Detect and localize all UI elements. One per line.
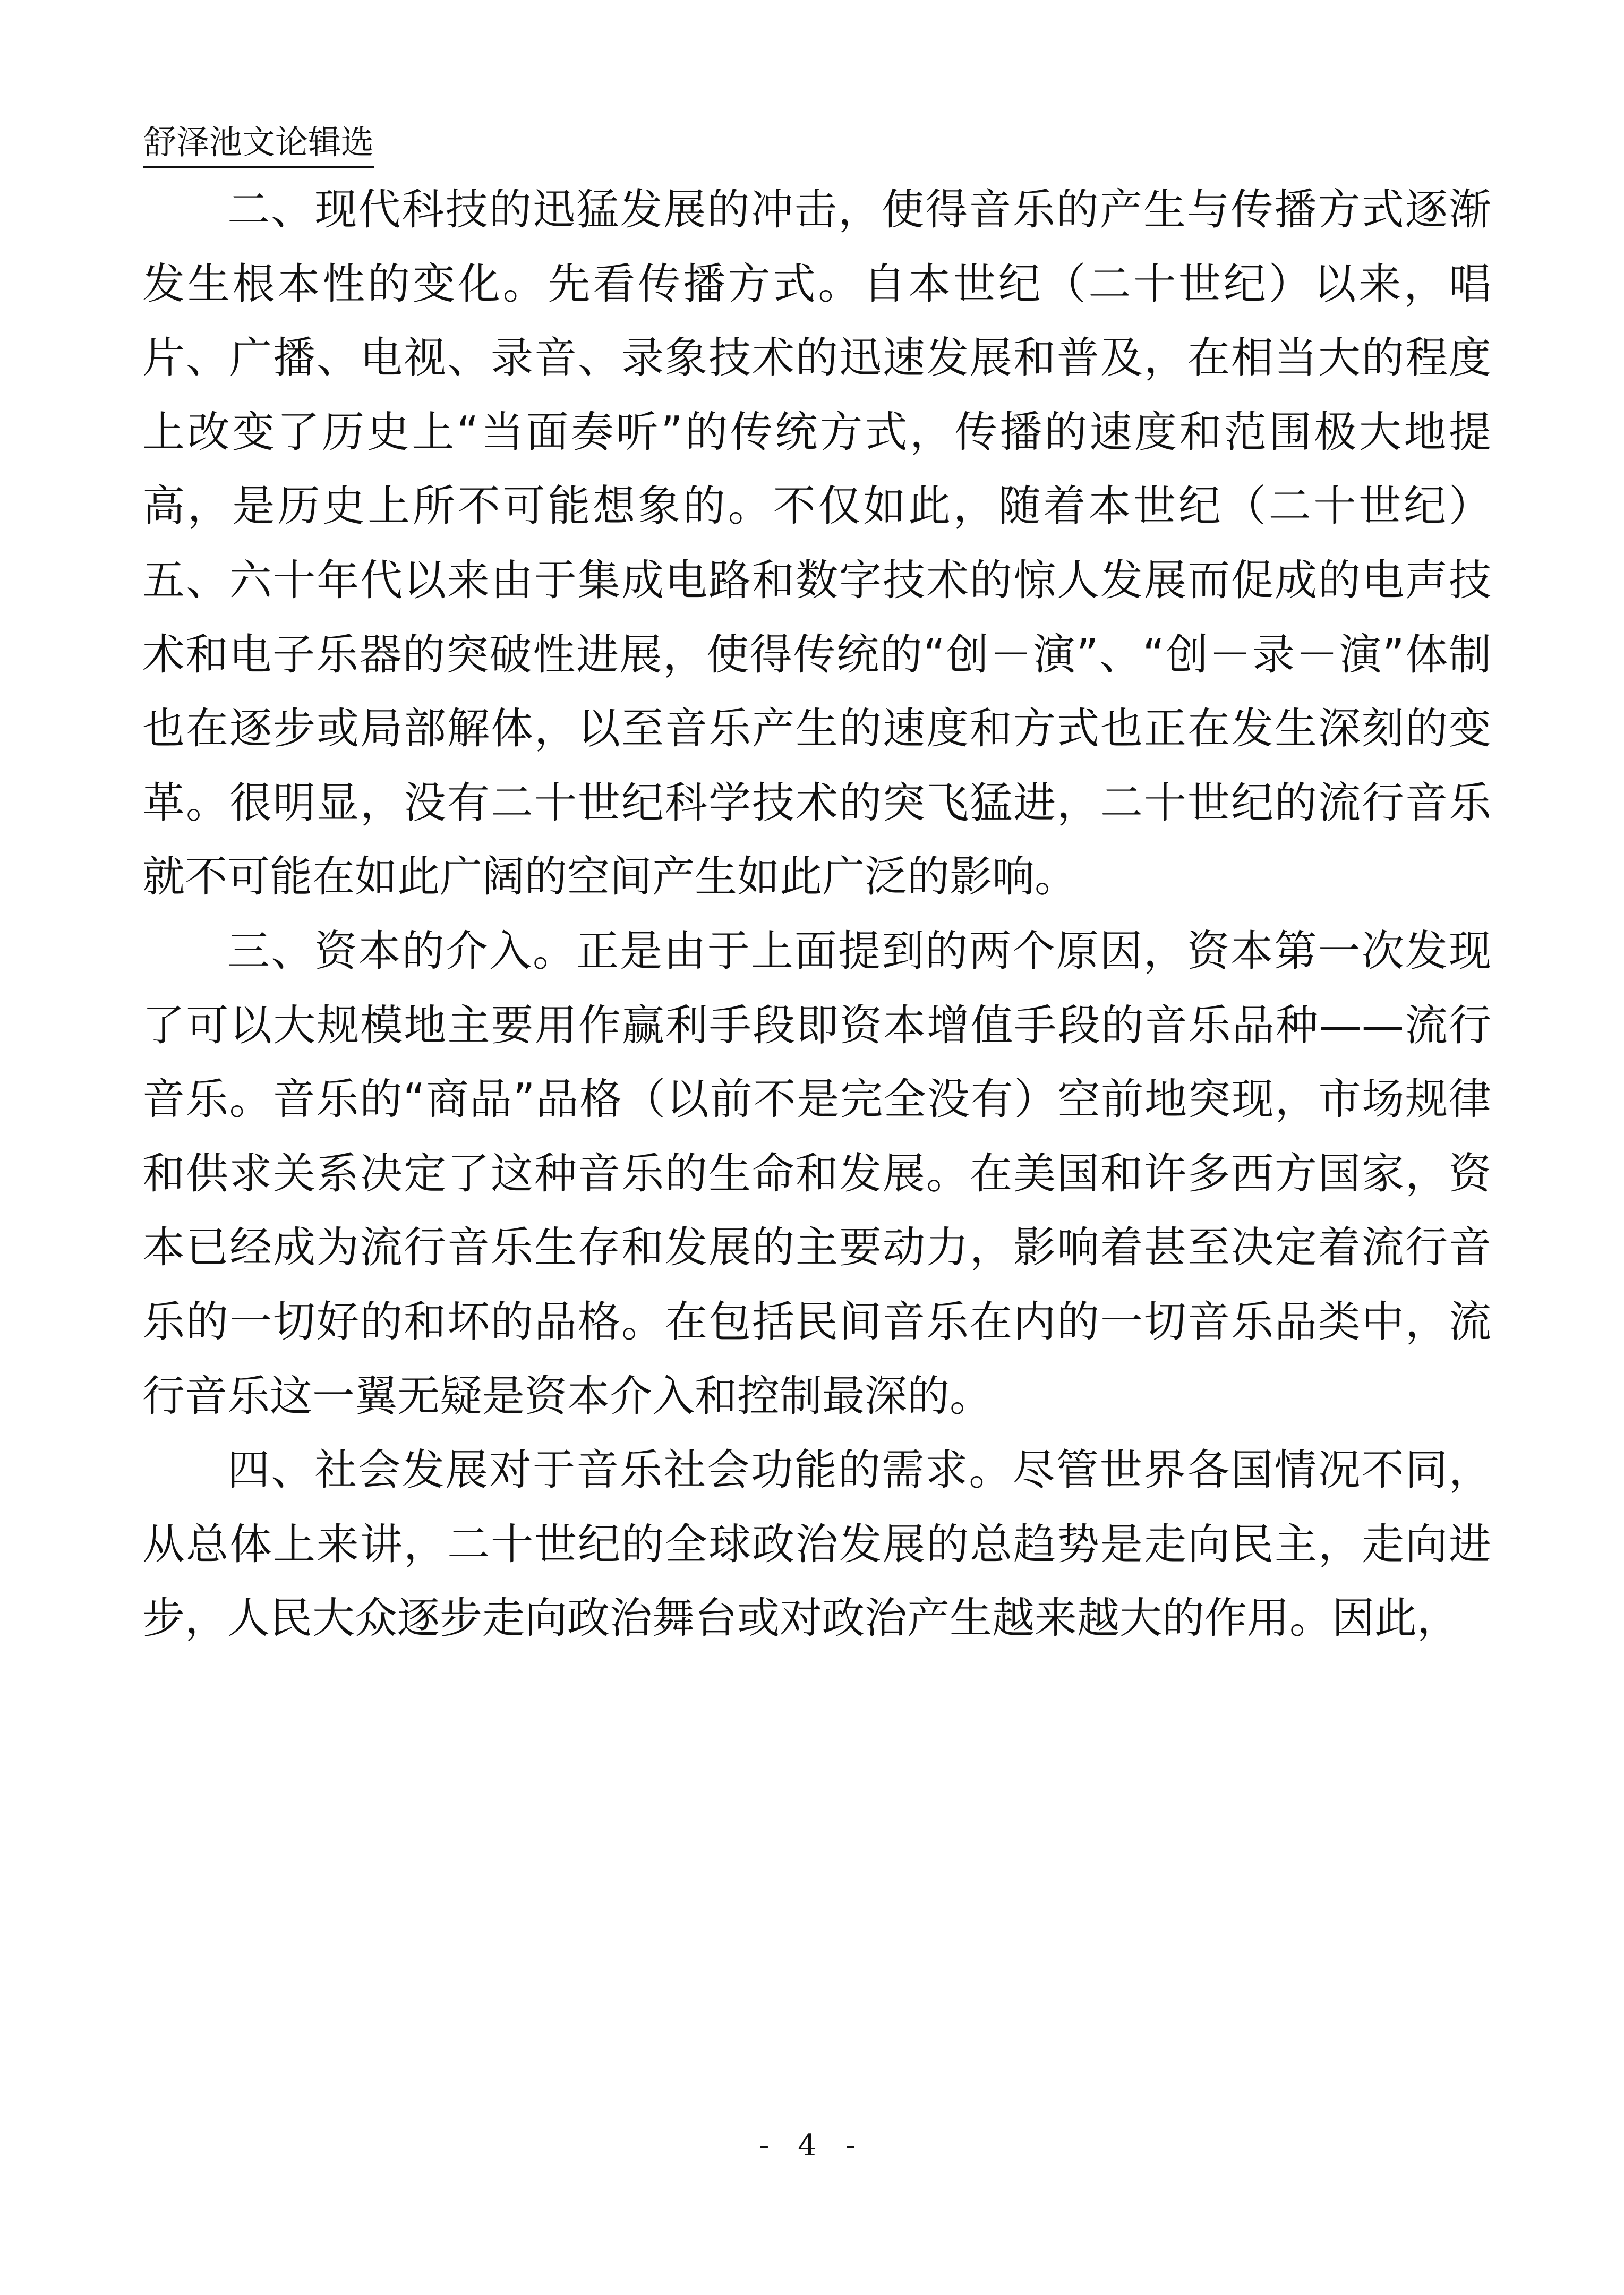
paragraph-capital: 三、资本的介入。正是由于上面提到的两个原因，资本第一次发现了可以大规模地主要用作赢利手段即资本增值手段的音乐品种——流行音乐。音乐的“商品”品格（以前不是完全没有）空前地突现，市场规律和供求关系决定了这种音乐的生命和发展。在美国和许多西方国家，资本已经成为流行音乐生存和发展的主要动力，影响着甚至决定着流行音乐的一切好的和坏的品格。在包括民间音乐在内的一切音乐品类中，流行音乐这一翼无疑是资本介入和控制最深的。 (142, 926, 1491, 1421)
paragraph-social-function: 四、社会发展对于音乐社会功能的需求。尽管世界各国情况不同，从总体上来讲，二十世纪的全球政治发展的总趋势是走向民主，走向进步，人民大众逐步走向政治舞台或对政治产生越来越大的作用。因此， (142, 1445, 1491, 1643)
body-text (142, 173, 1491, 1656)
page-number: - 4 - (759, 2128, 865, 2163)
running-header: 舒泽池文论辑选 (143, 121, 374, 168)
paragraph-technology: 二、现代科技的迅猛发展的冲击，使得音乐的产生与传播方式逐渐发生根本性的变化。先看传播方式。自本世纪（二十世纪）以来，唱片、广播、电视、录音、录象技术的迅速发展和普及，在相当大的程度上改变了历史上“当面奏听”的传统方式，传播的速度和范围极大地提高，是历史上所不可能想象的。不仅如此，随着本世纪（二十世纪）五、六十年代以来由于集成电路和数字技术的惊人发展而促成的电声技术和电子乐器的突破性进展，使得传统的“创－演”、“创－录－演”体制也在逐步或局部解体，以至音乐产生的速度和方式也正在发生深刻的变革。很明显，没有二十世纪科学技术的突飞猛进，二十世纪的流行音乐就不可能在如此广阔的空间产生如此广泛的影响。 (142, 185, 1491, 902)
